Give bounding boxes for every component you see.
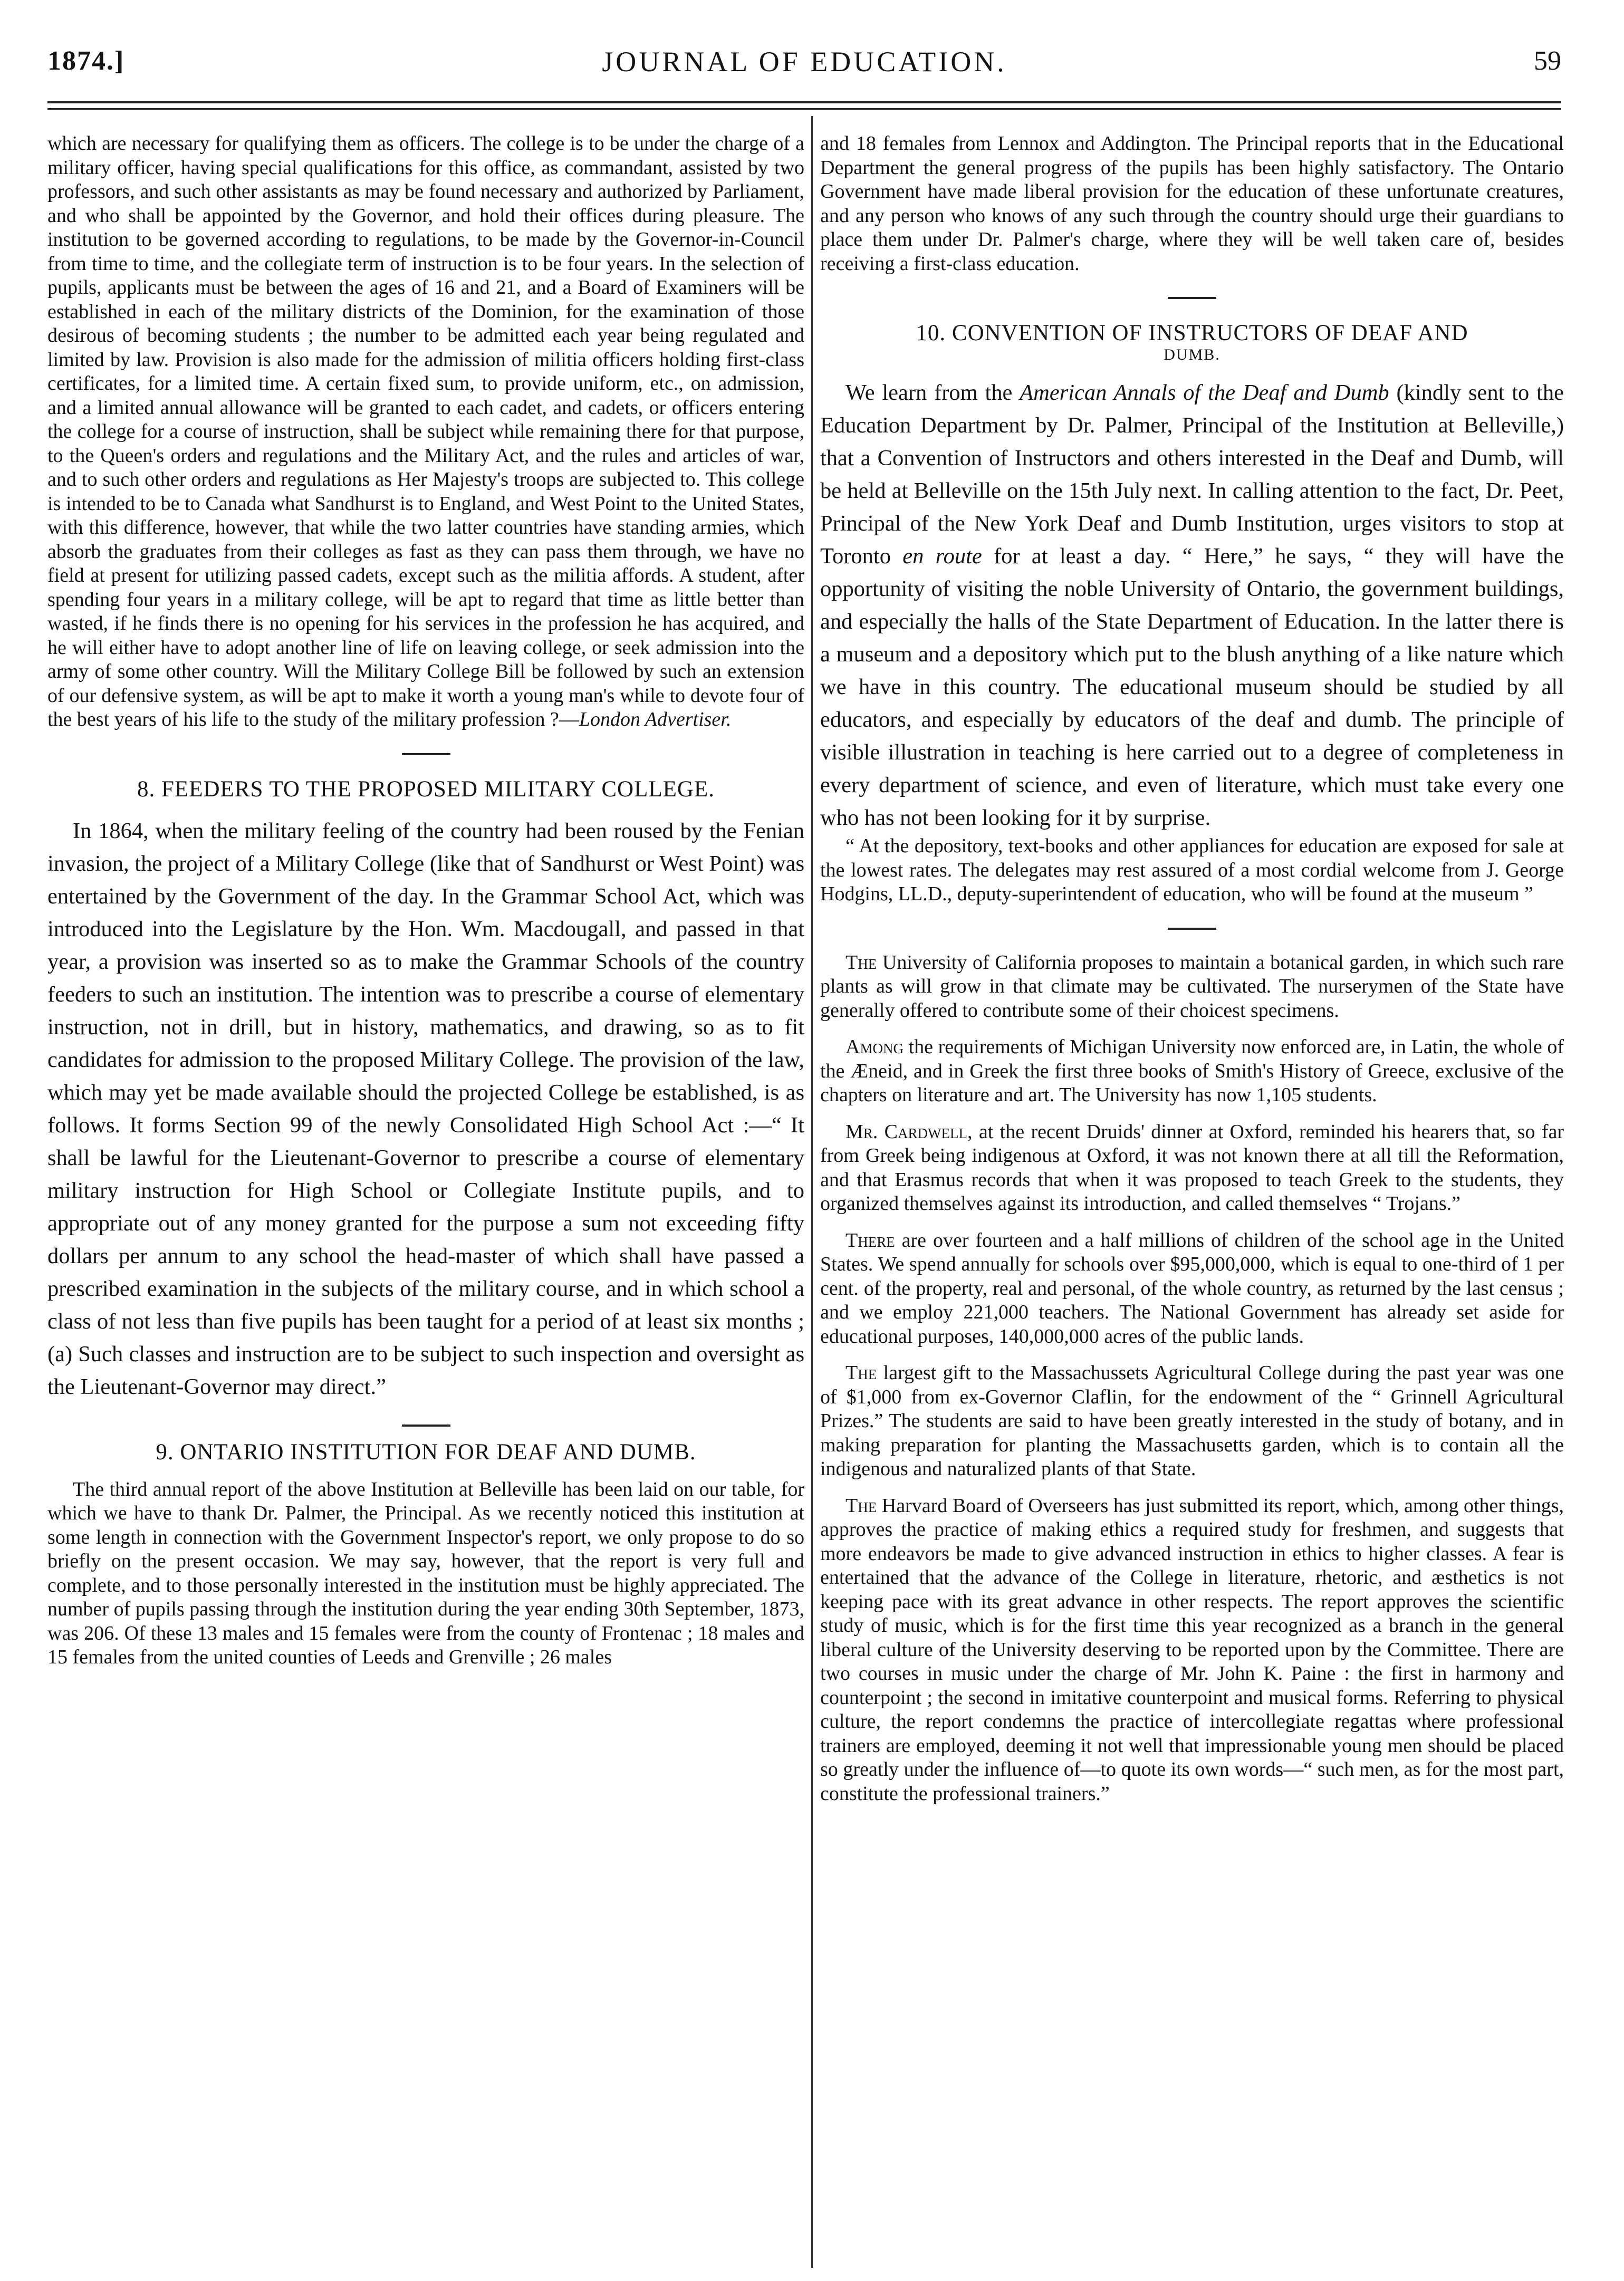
journal-reference: American Annals of the Deaf and Dumb — [1020, 380, 1389, 405]
brief-lead: Mr. Cardwell, — [845, 1120, 973, 1143]
section-10-intro: We learn from the — [845, 380, 1013, 405]
section-10-body-large — [820, 377, 1564, 834]
brief-lead: The — [845, 951, 877, 974]
left-column — [47, 132, 804, 2257]
brief-lead: The — [845, 1494, 877, 1517]
brief-text: the requirements of Michigan University now enforced are, in Latin, the whole of the Æneid, and in Greek the first three books of Smith's History of Greece, exclusive of the chapters on literature and art. The University has now 1,105 students. — [820, 1036, 1564, 1106]
section-10-heading-line2: DUMB. — [1164, 346, 1221, 363]
en-route-phrase: en route — [902, 544, 982, 569]
section-9-heading: 9. ONTARIO INSTITUTION FOR DEAF AND DUMB. — [156, 1439, 696, 1465]
article-continuation: which are necessary for qualifying them as officers. The college is to be under the charge of a military officer, having special qualifications for this office, as commandant, assisted by two professors, and such other assistants as may be found necessary and authorized by Parliament, and who shall be appointed by the Governor, and hold their offices during pleasure. The institution to be governed according to regulations, to be made by the Governor-in-Council from time to time, and the collegiate term of instruction is to be four years. In the selection of pupils, applicants must be between the ages of 16 and 21, and a Board of Examiners will be established in each of the military districts of the Dominion, for the examination of those desirous of becoming students ; the number to be admitted each year being regulated and limited by law. Provision is also made for the admission of militia officers holding first-class certificates, for a limited time. A certain fixed sum, to provide uniform, etc., on admission, and a limited annual allowance will be granted to each cadet, and cadets, or officers entering the college for a course of instruction, shall be subject while remaining there for that purpose, to the Queen's orders and regulations and the Military Act, and the rules and articles of war, and to such other orders and regulations as Her Majesty's troops are subjected to. This college is intended to be to Canada what Sandhurst is to England, and West Point to the United States, with this difference, however, that while the two latter countries have standing armies, which absorb the graduates from their colleges as fast as they can pass them through, we have no field at present for utilizing passed cadets, except such as the militia affords. A student, after spending four years in a military college, will be apt to regard that time as little better than wasted, if he finds there is no opening for his services in the profession he has acquired, and he will either have to adopt another line of life on leaving college, or seek admission into the army of some other country. Will the Military College Bill be followed by such an extension of our defensive system, as will be apt to make it worth a young man's while to devote four of the best years of his life to the study of the military profession ?—London Advertiser. — [47, 132, 804, 730]
right-column — [820, 132, 1564, 2257]
header-rule-bottom — [47, 108, 1561, 110]
brief-michigan — [820, 1035, 1564, 1108]
section-10-heading — [820, 320, 1564, 364]
header-year: 1874.] — [47, 46, 125, 76]
continuation-text: which are necessary for qualifying them as officers. The college is to be under the charge of a military officer, having special qualifications for this office, as commandant, assisted by two professors, and such other assistants as may be found necessary and authorized by Parliament, and who shall be appointed by the Governor, and hold their offices during pleasure. The institution to be governed according to regulations, to be made by the Governor-in-Council from time to time, and the collegiate term of instruction is to be four years. In the selection of pupils, applicants must be between the ages of 16 and 21, and a Board of Examiners will be established in each of the military districts of the Dominion, for the examination of those desirous of becoming students ; the number to be admitted each year being regulated and limited by law. Provision is also made for the admission of militia officers holding first-class certificates, for a limited time. A certain fixed sum, to provide uniform, etc., on admission, and a limited annual allowance will be granted to each cadet, and cadets, or officers entering the college for a course of instruction, shall be subject while remaining there for that purpose, to the Queen's orders and regulations and the Military Act, and the rules and articles of war, and to such other orders and regulations as Her Majesty's troops are subjected to. This college is intended to be to Canada what Sandhurst is to England, and West Point to the United States, with this difference, however, that while the two latter countries have standing armies, which absorb the graduates from their colleges as fast as they can pass them through, we have no field at present for utilizing passed cadets, except such as the militia affords. A student, after spending four years in a military college, will be apt to regard that time as little better than wasted, if he finds there is no opening for his services in the profession he has acquired, and he will either have to adopt another line of life on leaving college, or seek admission into the army of some other country. Will the Military College Bill be followed by such an extension of our defensive system, as will be apt to make it worth a young man's while to devote four of the best years of his life to the study of the military profession ? — [47, 132, 804, 730]
column-divider — [811, 116, 813, 2268]
section-9-body: The third annual report of the above Institution at Belleville has been laid on our table, for which we have to thank Dr. Palmer, the Principal. As we recently noticed this institution at some length in connection with the Government Inspector's report, we only propose to do so briefly on the present occasion. We may say, however, that the report is very full and complete, and to those personally interested in the institution must be highly appreciated. The number of pupils passing through the institution during the year ending 30th September, 1873, was 206. Of these 13 males and 15 females were from the county of Frontenac ; 18 males and 15 females from the united counties of Leeds and Grenville ; 26 males — [47, 1478, 804, 1668]
section-9-continuation: and 18 females from Lennox and Addington. The Principal reports that in the Educational Department the general progress of the pupils has been highly satisfactory. The Ontario Government have made liberal provision for the education of these unfortunate creatures, and any person who knows of any such through the country should urge their guardians to place them under Dr. Palmer's charge, where they will be well taken care of, besides receiving a first-class education. — [820, 132, 1564, 275]
brief-us-schools — [820, 1229, 1564, 1349]
journal-title: JOURNAL OF EDUCATION. — [602, 46, 1007, 78]
brief-california — [820, 951, 1564, 1023]
section-10-body-tail: for at least a day. “ Here,” he says, “ they will have the opportunity of visiting the noble University of Ontario, the government buildings, and especially the halls of the State Department of Education. In the latter there is a museum and a depository which put to the blush anything of a like nature which we have in this country. The educational museum should be studied by all educators, and especially by educators of the deaf and dumb. The principle of visible illustration in teaching is here carried out to a degree of completeness in every department of science, and even of literature, which must take every one who has not been looking for it by surprise. — [820, 544, 1564, 830]
brief-massachusetts — [820, 1361, 1564, 1481]
brief-text: University of California proposes to maintain a botanical garden, in which such rare plants as will grow in that climate may be cultivated. The nurserymen of the State have generally offered to contribute some of their choicest specimens. — [820, 951, 1564, 1022]
section-8-heading: 8. FEEDERS TO THE PROPOSED MILITARY COLLEGE. — [137, 776, 715, 802]
brief-text: largest gift to the Massachussets Agricultural College during the past year was one of $1,000 from ex-Governor Claflin, for the endowment of the “ Grinnell Agricultural Prizes.” The students are said to have been greatly interested in the study of botany, and in making preparation for planting the Massachusetts garden, which is to contain all the indigenous and naturalized plants of that State. — [820, 1362, 1564, 1480]
brief-text: Harvard Board of Overseers has just submitted its report, which, among other things, approves the practice of making ethics a required study for freshmen, and suggests that more endeavors be made to give advanced instruction in ethics to higher classes. A fear is entertained that the advance of the College in literature, rhetoric, and æsthetics is not keeping pace with its great advance in other respects. The report approves the scientific study of music, which is for the first time this year recognized as a branch in the general liberal culture of the University deserving to be reported upon by the Committee. There are two courses in music under the charge of Mr. John K. Paine : the first in harmony and counterpoint ; the second in imitative counterpoint and musical forms. Referring to physical culture, the report condemns the practice of intercollegiate regattas where professional trainers are employed, deeming it not well that impressionable young men should be placed so greatly under the influence of—to quote its own words—“ such men, as for the most part, constitute the professional trainers.” — [820, 1494, 1564, 1805]
page-header — [47, 45, 1561, 96]
header-rule-top — [47, 101, 1561, 103]
brief-lead: There — [845, 1229, 895, 1252]
page-number: 59 — [1534, 46, 1561, 76]
section-10-heading-line1: 10. CONVENTION OF INSTRUCTORS OF DEAF AND — [916, 321, 1468, 345]
brief-lead: The — [845, 1362, 877, 1384]
brief-text: at the recent Druids' dinner at Oxford, reminded his hearers that, so far from Greek being indigenous at Oxford, it was not known there at all till the Reformation, and that Erasmus records that when it was proposed to teach Greek to the students, they organized themselves against its introduction, and called themselves “ Trojans.” — [820, 1120, 1564, 1215]
brief-cardwell — [820, 1120, 1564, 1216]
section-10-quote: “ At the depository, text-books and other appliances for education are exposed for sale at the lowest rates. The delegates may rest assured of a most cordial welcome from J. George Hodgins, LL.D., deputy-superintendent of education, who will be found at the museum ” — [820, 835, 1564, 905]
brief-lead: Among — [845, 1036, 904, 1058]
brief-harvard — [820, 1494, 1564, 1806]
brief-text: are over fourteen and a half millions of children of the school age in the United States. We spend annually for schools over $95,000,000, which is equal to one-third of 1 per cent. of the property, real and personal, of the whole country, as returned by the last census ; and we employ 221,000 teachers. The National Government has already set aside for educational purposes, 140,000,000 acres of the public lands. — [820, 1229, 1564, 1348]
continuation-source: London Advertiser. — [579, 708, 732, 730]
section-8-body: In 1864, when the military feeling of the country had been roused by the Fenian invasion, the project of a Military College (like that of Sandhurst or West Point) was entertained by the Government of the day. In the Grammar School Act, which was introduced into the Legislature by the Hon. Wm. Macdougall, and passed in that year, a provision was inserted so as to make the Grammar Schools of the country feeders to such an institution. The intention was to prescribe a course of elementary instruction, not in drill, but in history, mathematics, and drawing, so as to fit candidates for admission to the proposed Military College. The provision of the law, which may yet be made available should the projected College be established, is as follows. It forms Section 99 of the newly Consolidated High School Act :—“ It shall be lawful for the Lieutenant-Governor to prescribe a course of elementary military instruction for High School or Collegiate Institute pupils, and to appropriate out of any money granted for the purpose a sum not exceeding fifty dollars per annum to any school the head-master of which shall have passed a prescribed examination in the subjects of the military course, and in which school a class of not less than five pupils has been taught for a period of at least six months ; (a) Such classes and instruction are to be subject to such inspection and oversight as the Lieutenant-Governor may direct.” — [47, 818, 804, 1399]
section-10-body-cont: (kindly sent to the Education Department by Dr. Palmer, Principal of the Institution at Belleville,) that a Convention of Instructors and others interested in the Deaf and Dumb, will be held at Belleville on the 15th July next. In calling attention to the fact, Dr. Peet, Principal of the New York Deaf and Dumb Institution, urges visitors to stop at Toronto — [820, 380, 1564, 569]
